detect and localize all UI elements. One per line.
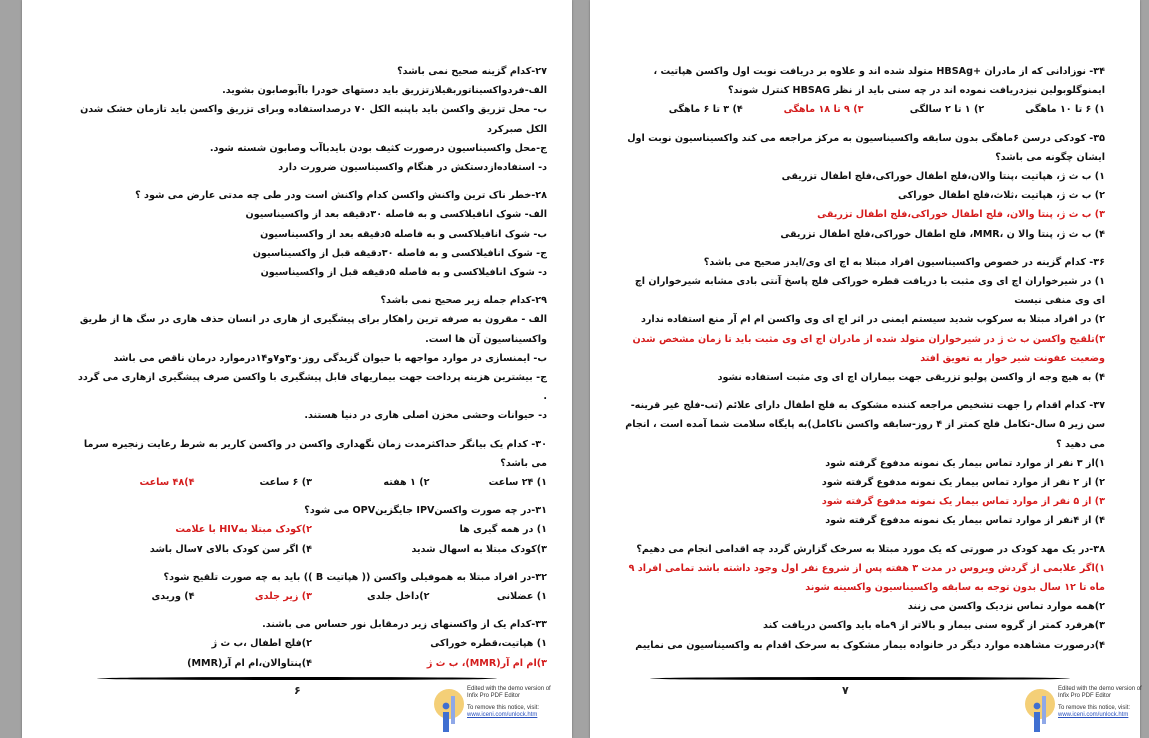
watermark-line: To remove this notice, visit: [1058,704,1131,711]
option: ۲) ۱ تا ۲ سالگی [909,104,985,116]
option-line: ۱)از ۳ نفر از موارد تماس بیمار یک نمونه مدفوع گرفته شود [825,457,1105,469]
page-content [77,62,547,682]
option-line: ۴) از ۴نفر از موارد تماس بیمار یک نمونه مدفوع گرفته شود [825,515,1105,527]
question-stem: ۳۲-در افراد مبتلا به هموفیلی واکسن (( هپاتیت B )) باید به چه صورت تلقیح شود؟ [163,571,547,583]
question-stem: ۳۰- کدام یک بیانگر حداکثرمدت زمان نگهداری واکسن در واکسن کاریر به شرط رعایت زنجیره سرما می باشد؟ [83,438,547,469]
option: ۱) ۶ تا ۱۰ ماهگی [1025,104,1105,116]
option: ۳) ۶ ساعت [259,477,312,489]
option-line: الف-فردواکسیناتوربقیلا‌زتزریق باید دستهای خودرا باآبوصابون بشوید. [222,85,547,97]
question-35 [622,129,1105,244]
option-line: ۲) در افراد مبتلا به سرکوب شدید سیستم ایمنی در اثر اچ ای وی واکسن ام ام آر منع استفاده ندارد [640,314,1105,326]
option: ۴) وریدی [151,591,195,603]
page-number: ۷ [842,684,849,697]
demo-watermark [429,684,569,734]
question-stem: ۲۸-خطر ناک ترین واکنش واکسن کدام واکنش است ودر طی چه مدتی عارض می شود ؟ [135,190,547,202]
option: ۱) عضلانی [496,591,547,603]
footer-rule [650,677,1070,680]
option-line: ج- شوک انافیلاکسی و به فاصله ۳۰دقیقه قبل از واکسیناسیون [252,247,547,259]
correct-option: ۴)۴۸ ساعت [139,477,195,489]
footer-rule [97,677,497,680]
option-line: ۴) ب ث ژ، پنتا والا ن ،MMR، فلج اطفال خوراکی،فلج اطفال تزریقی [780,228,1105,240]
correct-option: ۳) از ۵ نفر از موارد تماس بیمار یک نمونه مدفوع گرفته شود [821,496,1105,508]
question-stem: ۳۳-کدام یک از واکسنهای زیر درمقابل نور حساس می باشند. [262,619,547,631]
question-stem: ۳۸-در یک مهد کودک در صورتی که یک مورد مبتلا به سرخک گزارش گردد چه اقدامی انجام می دهیم؟ [636,543,1105,555]
correct-option: ۳)تلقیح واکسن ب ث ژ در شیرخواران متولد شده از مادران اچ ای وی مثبت باید تا زمان مشخص شدن وضعیت عفونت شیر خوار به تعویق افتد [632,333,1105,364]
option-line: ۱) در شیرخواران اچ ای وی مثبت با دریافت قطره خوراکی فلج پاسخ آنتی بادی مشابه شیرخواران اچ ای وی منفی نیست [634,276,1105,307]
option-line: ب- شوک انافیلاکسی و به فاصله ۵دقیقه بعد از واکسیناسیون [260,228,547,240]
option-line: ۴) به هیچ وجه از واکسن پولیو تزریقی جهت بیماران اچ ای وی مثبت استفاده نشود [717,372,1105,384]
infix-logo-icon [431,686,467,734]
watermark-link[interactable]: www.iceni.com/unlock.htm [1058,712,1129,719]
watermark-line: Edited with the demo version of [1058,686,1142,692]
question-stem: ۳۶- کدام گزینه در خصوص واکسیناسیون افراد مبتلا به اچ ای وی/ایدز صحیح می باشد؟ [703,256,1105,268]
option: ۴) ۳ تا ۶ ماهگی [668,104,743,116]
option-line: الف - مقرون به صرفه ترین راهکار برای پیشگیری از هاری در انسان حذف هاری در سگ ها از طریق واکسیناسیون آن ها است. [79,314,547,345]
question-stem: ۳۴- نوزادانی که از مادران +HBSAg متولد شده اند و علاوه بر دریافت نوبت اول واکسن هپاتیت ، ایمنوگلوبولین نیزدریافت نموده اند در چه سنی باید از نظر HBSAG کنترل شوند؟ [653,66,1105,97]
options-row [77,540,547,559]
page-content [622,62,1105,664]
watermark-line: Infix Pro PDF Editor [467,693,521,700]
options-row [77,520,547,539]
question-stem: ۳۵- کودکی درسن ۶ماهگی بدون سابقه واکسیناسیون به مرکز مراجعه می کند واکسیناسیون نوبت اول ایشان چگونه می باشد؟ [627,132,1105,163]
watermark-text [1058,686,1142,720]
option-line: د- شوک انافیلاکسی و به فاصله ۵دقیقه قبل از واکسیناسیون [260,267,547,279]
correct-option: ۳) زیر جلدی [254,591,312,603]
question-29 [77,291,547,425]
option: ۴)پنتاوالان،ام ام آر(MMR) [187,657,312,669]
option: ۱) هپاتیت،قطره خوراکی [430,638,547,650]
option-line: ۲)همه موارد تماس نزدیک واکسن می زنند [907,601,1105,613]
question-36 [622,253,1105,387]
question-stem: ۲۹-کدام جمله زیر صحیح نمی باشد؟ [380,295,547,307]
option: ۱) ۲۴ ساعت [488,477,547,489]
option: ۱) در همه گیری ها [459,524,547,536]
correct-option: ۳) ب ث ژ، پنتا والان، فلج اطفال خوراکی،فلج اطفال تزریقی [817,209,1105,221]
watermark-line: Infix Pro PDF Editor [1058,693,1112,700]
infix-logo-icon [1022,686,1058,734]
option: ۲)داخل جلدی [367,591,430,603]
watermark-link[interactable]: www.iceni.com/unlock.htm [467,712,538,719]
question-stem: ۲۷-کدام گزینه صحیح نمی باشد؟ [397,66,547,77]
option-line: د- حیوانات وحشی مخزن اصلی هاری در دنیا هستند. [304,410,547,422]
option-line: د- استفاده‌ازدستکش در هنگام واکسیناسیون ضرورت دارد [278,162,547,174]
option: ۲)فلج اطفال ،ب ث ژ [211,638,312,650]
option-line: ۳)هرفرد کمتر از گروه سنی بیمار و بالاتر از ۹ماه باید واکسن دریافت کند [763,620,1105,632]
option-line: ب- ایمنسازی در موارد مواجهه با حیوان گزیدگی روز۰و۳و۷و۱۴درموارد درمان ناقص می باشد [113,352,547,364]
option-line: ب- محل تزریق واکسن باید باپنبه الکل ۷۰ درصداستفاده وبرای تزریق واکسن باید تازمان خشک شدن الکل صبرکرد [80,104,547,135]
question-37 [622,396,1105,530]
demo-watermark [1020,684,1149,734]
options-row [77,654,547,673]
option-line: ۲) ب ث ژ، هپاتیت ،ثلاث،فلج اطفال خوراکی [897,190,1105,202]
question-33 [77,615,547,673]
document-page-7 [590,0,1140,738]
question-31 [77,501,547,559]
option: ۳)کودک مبتلا به اسهال شدید [411,543,547,555]
question-34 [622,62,1105,120]
options-row [622,100,1105,119]
option-line: الف- شوک انافیلاکسی و به فاصله ۳۰دقیقه بعد از واکسیناسیون [245,209,547,221]
question-28 [77,186,547,282]
correct-option: ۱)اگر علایمی از گردش ویروس در مدت ۳ هفته پس از شروع نفر اول وجود داشته باشد تمامی افراد ۹ ماه تا ۱۲ سال بدون توجه به سابقه واکسیناسیون واکسینه شوند [628,562,1105,594]
option-line: ۱) ب ث ژ، هپاتیت ،پنتا والان،فلج اطفال خوراکی،فلج اطفال تزریقی [781,171,1105,183]
option: ۴) اگر سن کودک بالای ۷سال باشد [149,543,312,555]
correct-option: ۲)کودک مبتلا بهHIV با علامت [175,524,312,536]
watermark-text [467,686,551,720]
question-stem: ۳۷- کدام اقدام را جهت تشخیص مراجعه کننده مشکوک به فلج اطفال دارای علائم (تب-فلج غیر قرینه-سن زیر ۵ سال-تکامل فلج کمتر از ۴ روز-سابقه واکسن ناکامل)به پایگاه سلامت شما آمده است ، انجام می دهید ؟ [625,400,1105,450]
document-page-6 [22,0,572,738]
option: ۲) ۱ هفته [383,477,430,489]
watermark-line: Edited with the demo version of [467,686,551,692]
options-row [77,634,547,653]
question-32 [77,568,547,606]
options-row [77,473,547,492]
option-line: ۴)درصورت مشاهده موارد دیگر در خانواده بیمار مشکوک به سرخک اقدام به واکسیناسیون می نماییم [635,639,1105,651]
correct-option: ۳) ۹ تا ۱۸ ماهگی [783,104,864,116]
question-38 [622,540,1105,655]
watermark-line: To remove this notice, visit: [467,704,540,711]
question-30 [77,435,547,493]
page-number: ۶ [294,684,301,697]
option-line: ۲) از ۲ نفر از موارد تماس بیمار یک نمونه مدفوع گرفته شود [821,477,1105,489]
option-line: ج- بیشترین هزینه پرداخت جهت بیماریهای قابل پیشگیری با واکسن صرف پیشگیری ازهاری می گردد . [77,372,547,403]
option-line: ج-محل واکسیناسیون درصورت کثیف بودن بایدباآب وصابون شسته شود. [209,142,547,154]
question-stem: ۳۱-در چه صورت واکسنIPV جایگزینOPV می شود؟ [304,505,547,517]
options-row [77,587,547,606]
correct-option: ۳)ام ام آر(MMR)، ب ث ژ [426,657,547,669]
question-27 [77,62,547,177]
